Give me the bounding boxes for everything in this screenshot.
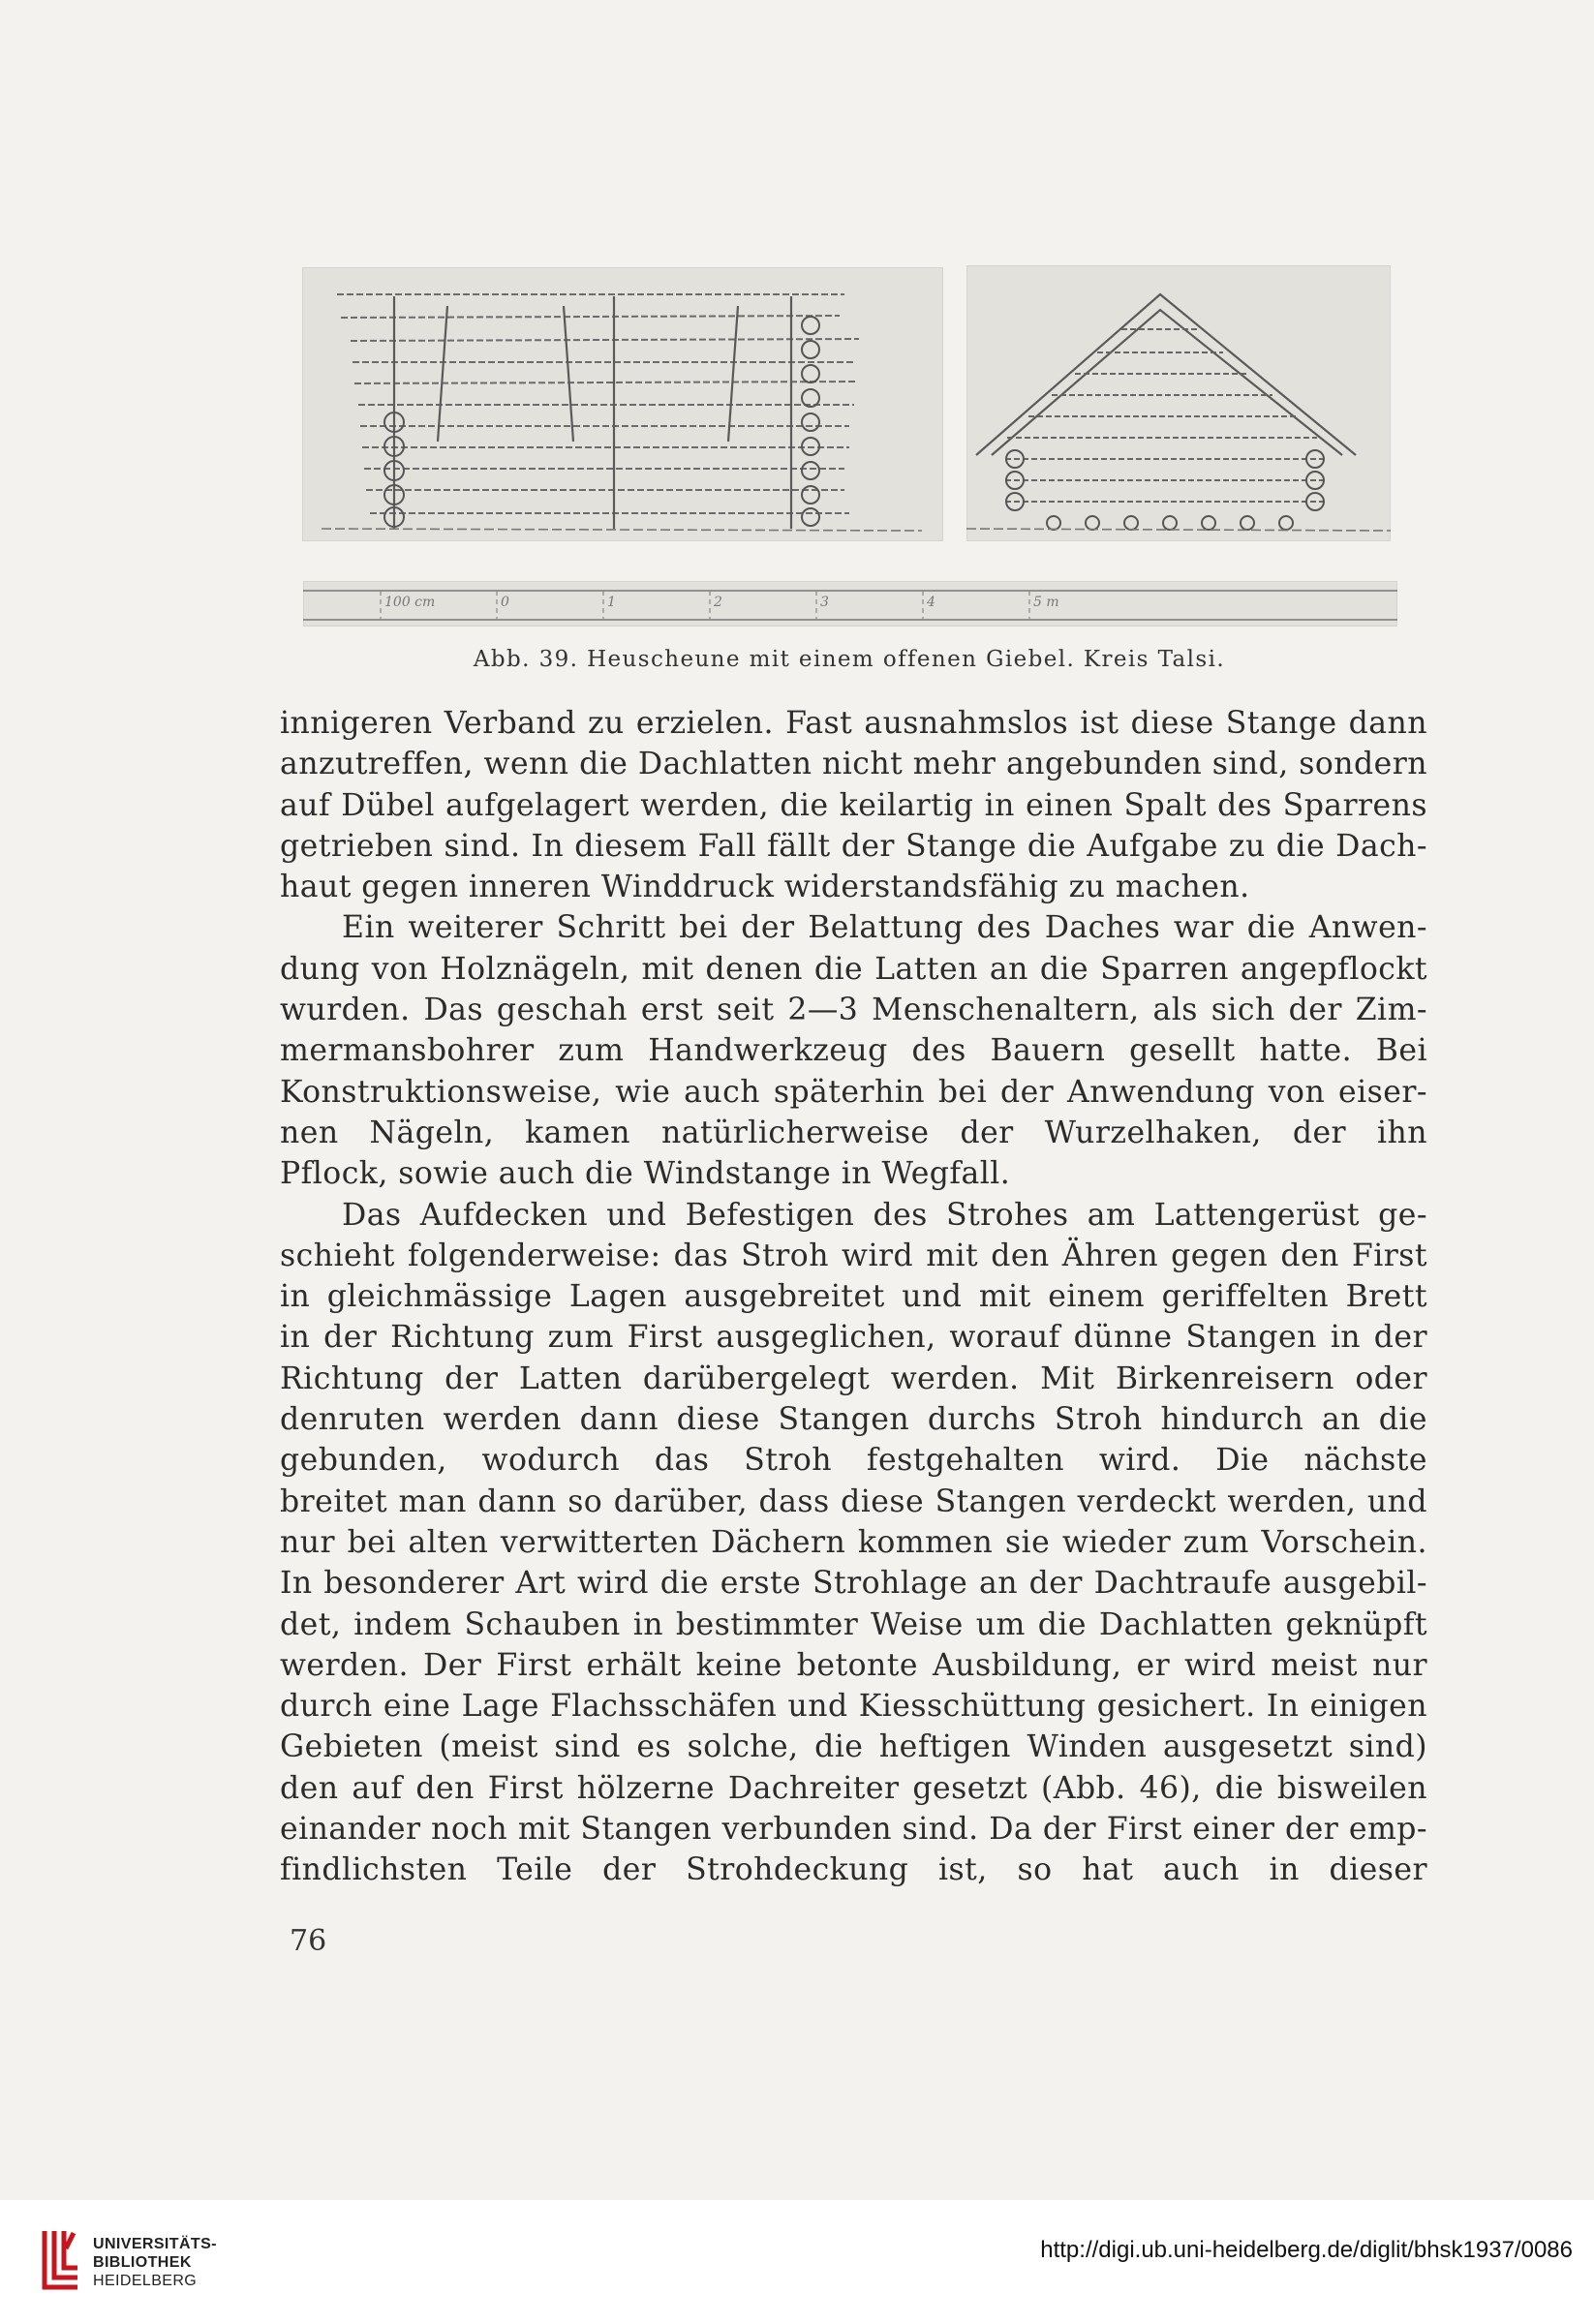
library-logo-icon [39,2227,83,2293]
library-name-line: HEIDELBERG [93,2273,198,2289]
text-line: Gebieten (meist sind es solche, die heftigen Winden ausgesetzt sind) [280,1729,1427,1765]
library-name [93,2235,217,2290]
side-elevation-drawing [302,267,943,541]
scale-bar-drawing [303,581,1397,627]
scale-label: 5 m [1033,595,1059,610]
figure-caption: Abb. 39. Heuscheune mit einem offenen Giebel. Kreis Talsi. [473,647,1226,672]
text-line: in gleichmässige Lagen ausgebreitet und mit einem geriffelten Brett [280,1279,1427,1315]
text-line: dung von Holznägeln, mit denen die Latten an die Sparren angepflockt [280,951,1427,987]
text-line: findlichsten Teile der Strohdeckung ist, so hat auch in dieser [280,1852,1427,1888]
text-line: innigeren Verband zu erzielen. Fast ausnahmslos ist diese Stange dann [280,706,1427,741]
text-line: schieht folgenderweise: das Stroh wird mit den Ähren gegen den First [280,1238,1427,1273]
text-line: wurden. Das geschah erst seit 2—3 Menschenaltern, als sich der Zim- [280,993,1427,1028]
scale-label: 2 [714,595,722,610]
text-line: getrieben sind. In diesem Fall fällt der Stange die Aufgabe zu die Dach- [280,828,1427,864]
text-line: nur bei alten verwitterten Dächern kommen sie wieder zum Vorschein. [280,1524,1427,1560]
text-line: nen Nägeln, kamen natürlicherweise der Wurzelhaken, der ihn [280,1115,1427,1150]
gable-elevation-drawing [966,265,1391,541]
text-line: anzutreffen, wenn die Dachlatten nicht mehr angebunden sind, sondern [280,747,1427,782]
text-line: In besonderer Art wird die erste Strohlage an der Dachtraufe ausgebil- [280,1566,1427,1602]
figure-scale-bar [303,581,1397,627]
text-line: Pflock, sowie auch die Windstange in Wegfall. [280,1156,1011,1192]
body-text [280,703,1427,1891]
text-line: den auf den First hölzerne Dachreiter gesetzt (Abb. 46), die bisweilen [280,1770,1427,1806]
text-line: det, indem Schauben in bestimmter Weise um die Dachlatten geknüpft [280,1606,1427,1642]
text-line: Konstruktionsweise, wie auch späterhin bei der Anwendung von eiser- [280,1074,1427,1110]
scale-label: 1 [607,595,616,610]
library-name-line: UNIVERSITÄTS- [93,2236,217,2252]
text-line: Ein weiterer Schritt bei der Belattung des Daches war die Anwen- [342,910,1427,946]
scale-label: 0 [501,595,509,610]
text-line: mermansbohrer zum Handwerkzeug des Bauern gesellt hatte. Bei [280,1033,1427,1069]
text-line: werden. Der First erhält keine betonte Ausbildung, er wird meist nur [280,1647,1427,1683]
text-line: durch eine Lage Flachsschäfen und Kiesschüttung gesichert. In einigen [280,1689,1427,1725]
scale-label: 4 [927,595,935,610]
page-number: 76 [290,1924,327,1958]
figure-side-elevation [302,267,943,541]
library-name-line: BIBLIOTHEK [93,2254,192,2271]
text-line: Richtung der Latten darübergelegt werden. Mit Birkenreisern oder [280,1361,1427,1396]
text-line: in der Richtung zum First ausgeglichen, worauf dünne Stangen in der [280,1320,1427,1356]
text-line: gebunden, wodurch das Stroh festgehalten wird. Die nächste [280,1443,1427,1479]
scale-label: 3 [820,595,829,610]
text-line: Das Aufdecken und Befestigen des Strohes am Lattengerüst ge- [342,1197,1427,1233]
text-line: breitet man dann so darüber, dass diese Stangen verdeckt werden, und [280,1483,1427,1519]
footer-bar [0,2200,1594,2324]
scale-label: 100 cm [384,595,436,610]
text-line: denruten werden dann diese Stangen durchs Stroh hindurch an die [280,1402,1427,1438]
text-line: auf Dübel aufgelagert werden, die keilartig in einen Spalt des Sparrens [280,787,1427,823]
text-line: einander noch mit Stangen verbunden sind. Da der First einer der emp- [280,1812,1427,1848]
figure-gable-elevation [966,265,1391,541]
source-url-link[interactable]: http://digi.ub.uni-heidelberg.de/diglit/bhsk1937/0086 [1040,2237,1573,2263]
text-line: haut gegen inneren Winddruck widerstandsfähig zu machen. [280,870,1250,905]
